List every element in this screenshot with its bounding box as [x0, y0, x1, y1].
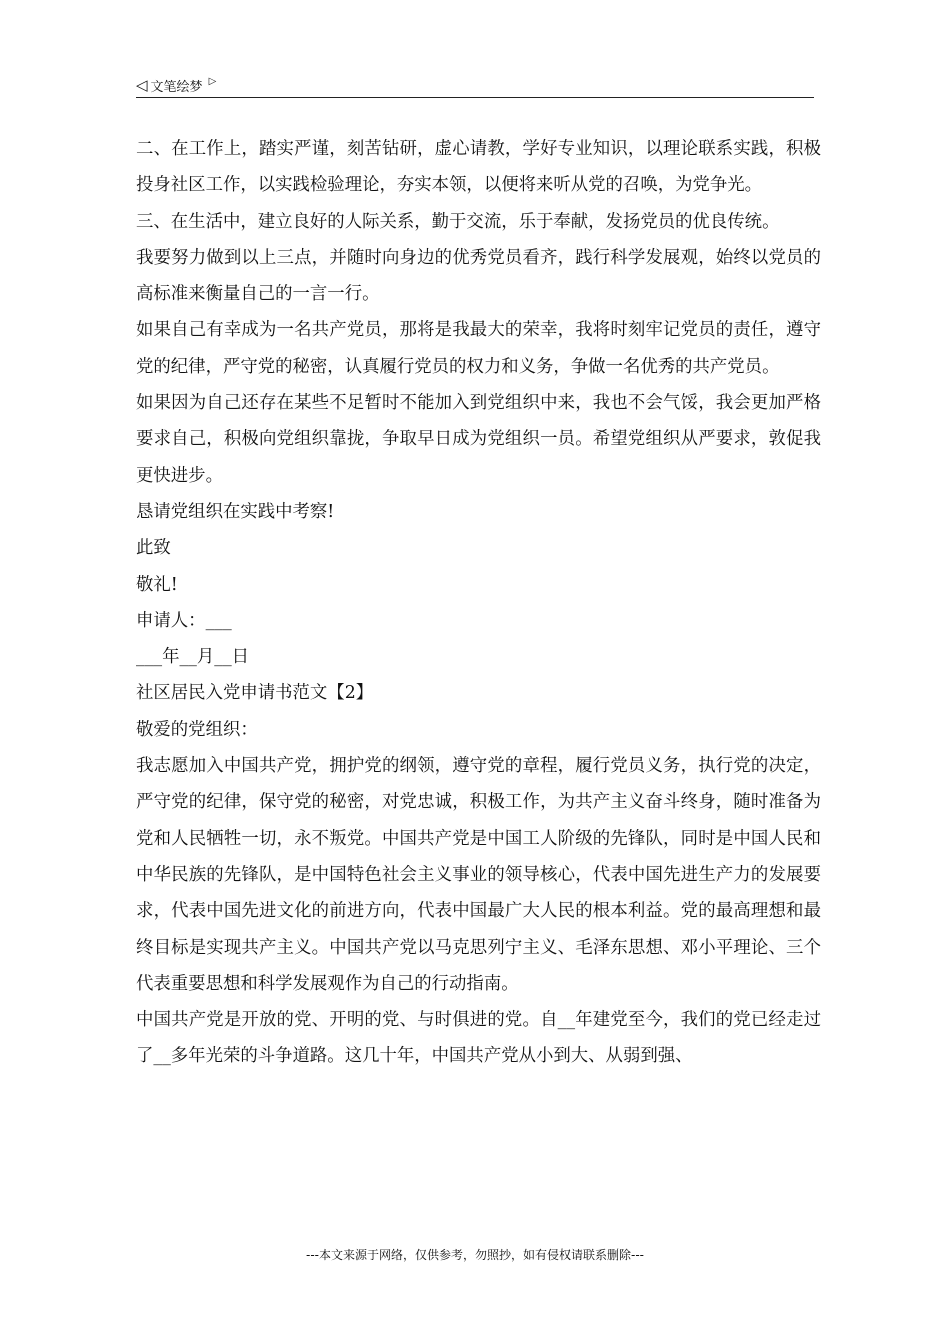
- paragraph-commitment: 我要努力做到以上三点，并随时向身边的优秀党员看齐，践行科学发展观，始终以党员的高标准来衡量自己的一言一行。: [136, 247, 821, 305]
- paragraph-not-admitted: 如果因为自己还存在某些不足暂时不能加入到党组织中来，我也不会气馁，我会更加严格要求自己，积极向党组织靠拢，争取早日成为党组织一员。希望党组织从严要求，敦促我更快进步。: [136, 393, 821, 486]
- paragraph-life: 三、在生活中，建立良好的人际关系，勤于交流，乐于奉献，发扬党员的优良传统。: [136, 211, 780, 232]
- paragraph-work: 二、在工作上，踏实严谨，刻苦钻研，虚心请教，学好专业知识，以理论联系实践，积极投身社区工作，以实践检验理论，夯实本领，以便将来听从党的召唤，为党争光。: [136, 139, 821, 196]
- applicant-line: 申请人：___: [136, 610, 232, 631]
- document-body: [136, 131, 821, 1075]
- paragraph-pledge: 我志愿加入中国共产党，拥护党的纲领，遵守党的章程，履行党员义务，执行党的决定，严守党的纪律，保守党的秘密，对党忠诚，积极工作，为共产主义奋斗终身，随时准备为党和人民牺牲一切，永不叛党。中国共产党是中国工人阶级的先锋队，同时是中国人民和中华民族的先锋队，是中国特色社会主义事业的领导核心，代表中国先进生产力的发展要求，代表中国先进文化的前进方向，代表中国最广大人民的根本利益。党的最高理想和最终目标是实现共产主义。中国共产党以马克思列宁主义、毛泽东思想、邓小平理论、三个代表重要思想和科学发展观作为自己的行动指南。: [136, 756, 821, 994]
- date-line: ___年__月__日: [136, 647, 250, 668]
- left-triangle-icon: ◁: [136, 75, 148, 94]
- source-disclaimer: ---本文来源于网络，仅供参考，勿照抄，如有侵权请联系删除---: [306, 1248, 644, 1262]
- section-title: 社区居民入党申请书范文【2】: [136, 683, 374, 704]
- closing-salutation: 此致: [136, 538, 171, 559]
- greeting: 敬爱的党组织：: [136, 719, 258, 740]
- paragraph-honor: 如果自己有幸成为一名共产党员，那将是我最大的荣幸，我将时刻牢记党员的责任，遵守党的纪律，严守党的秘密，认真履行党员的权力和义务，争做一名优秀的共产党员。: [136, 320, 821, 377]
- right-triangle-icon: ▷: [208, 75, 217, 87]
- header-divider: [136, 97, 814, 98]
- document-header: [136, 74, 814, 96]
- paragraph-party-history: 中国共产党是开放的党、开明的党、与时俱进的党。自__年建党至今，我们的党已经走过了__多年光荣的斗争道路。这几十年，中国共产党从小到大、从弱到强、: [136, 1010, 821, 1067]
- closing-respect: 敬礼!: [136, 574, 178, 595]
- paragraph-request: 恳请党组织在实践中考察!: [136, 501, 335, 522]
- header-title: 文笔绘梦: [150, 79, 203, 95]
